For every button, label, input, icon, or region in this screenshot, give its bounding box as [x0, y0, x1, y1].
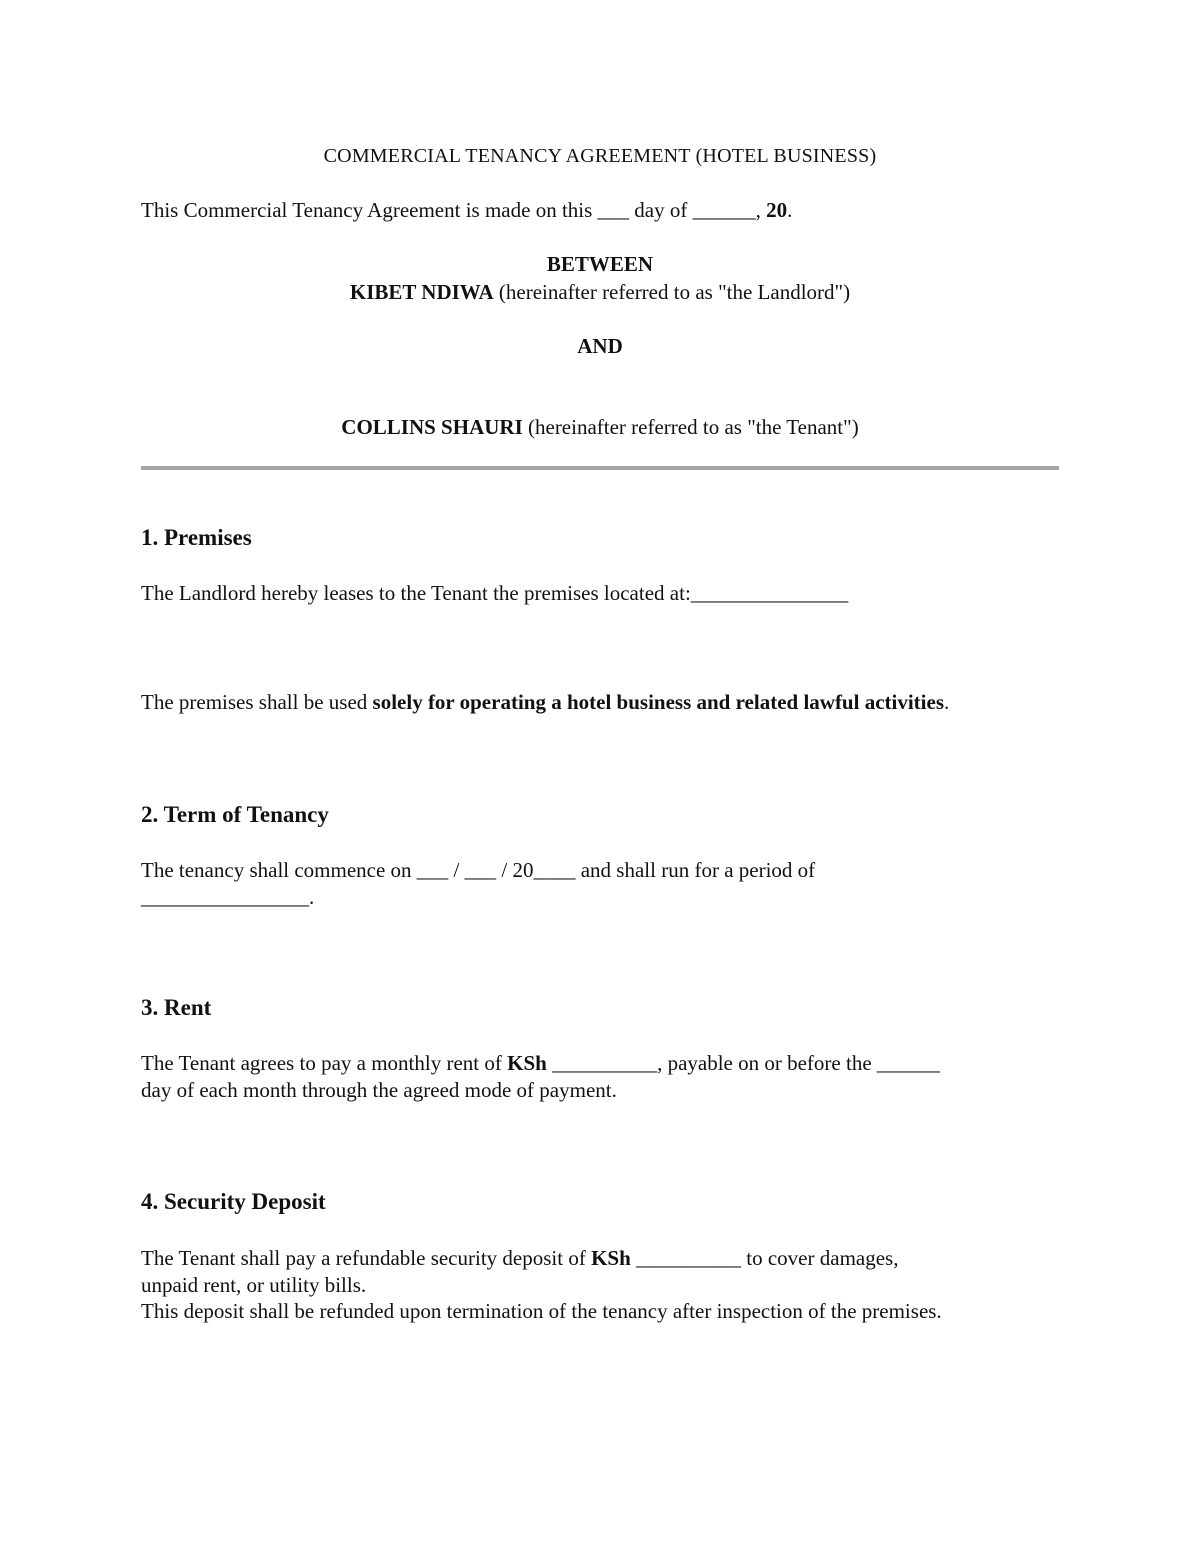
intro-year: 20	[766, 198, 788, 222]
rent-line-1-suffix: __________, payable on or before the ______	[546, 1051, 940, 1075]
section-heading-deposit: 4. Security Deposit	[141, 1189, 326, 1214]
rent-line-1-prefix: The Tenant agrees to pay a monthly rent of	[141, 1051, 508, 1075]
section-heading-premises: 1. Premises	[141, 525, 252, 550]
between-label	[141, 251, 1059, 278]
tenant-line	[141, 414, 1059, 441]
landlord-role: (hereinafter referred to as "the Landlord")	[493, 280, 851, 304]
intro-text: This Commercial Tenancy Agreement is made on this ___ day of ______,	[141, 198, 767, 222]
horizontal-rule	[141, 466, 1059, 470]
term-line-2: ________________.	[141, 885, 315, 909]
rent-line-2: day of each month through the agreed mode of payment.	[141, 1078, 617, 1102]
deposit-line-3: This deposit shall be refunded upon termination of the tenancy after inspection of the premises.	[141, 1299, 942, 1323]
deposit-line-1	[141, 1245, 1059, 1272]
section-heading-rent: 3. Rent	[141, 995, 212, 1020]
premises-use-prefix: The premises shall be used	[141, 690, 373, 714]
tenant-role: (hereinafter referred to as "the Tenant")	[522, 415, 859, 439]
premises-use-paragraph	[141, 689, 1059, 716]
section-heading-term: 2. Term of Tenancy	[141, 802, 329, 827]
intro-end: .	[787, 198, 793, 222]
deposit-currency: KSh	[591, 1246, 631, 1270]
landlord-name: KIBET NDIWA	[349, 280, 494, 304]
intro-paragraph	[141, 197, 1059, 224]
term-line-1: The tenancy shall commence on ___ / ___ / 20____ and shall run for a period of	[141, 858, 816, 882]
deposit-line-2: unpaid rent, or utility bills.	[141, 1273, 367, 1297]
rent-currency: KSh	[507, 1051, 547, 1075]
premises-use-suffix: .	[944, 690, 950, 714]
deposit-line-1-prefix: The Tenant shall pay a refundable security deposit of	[141, 1246, 592, 1270]
deposit-line-1-suffix: __________ to cover damages,	[630, 1246, 899, 1270]
and-label	[141, 333, 1059, 360]
tenant-name: COLLINS SHAURI	[341, 415, 523, 439]
rent-line-1	[141, 1050, 1059, 1077]
document-title: COMMERCIAL TENANCY AGREEMENT (HOTEL BUSINESS)	[323, 145, 877, 167]
between-word: BETWEEN	[546, 252, 654, 276]
premises-location-text: The Landlord hereby leases to the Tenant the premises located at:_______________	[141, 581, 849, 605]
premises-use-bold: solely for operating a hotel business and related lawful activities	[372, 690, 945, 714]
landlord-line	[141, 279, 1059, 306]
and-word: AND	[577, 334, 623, 358]
